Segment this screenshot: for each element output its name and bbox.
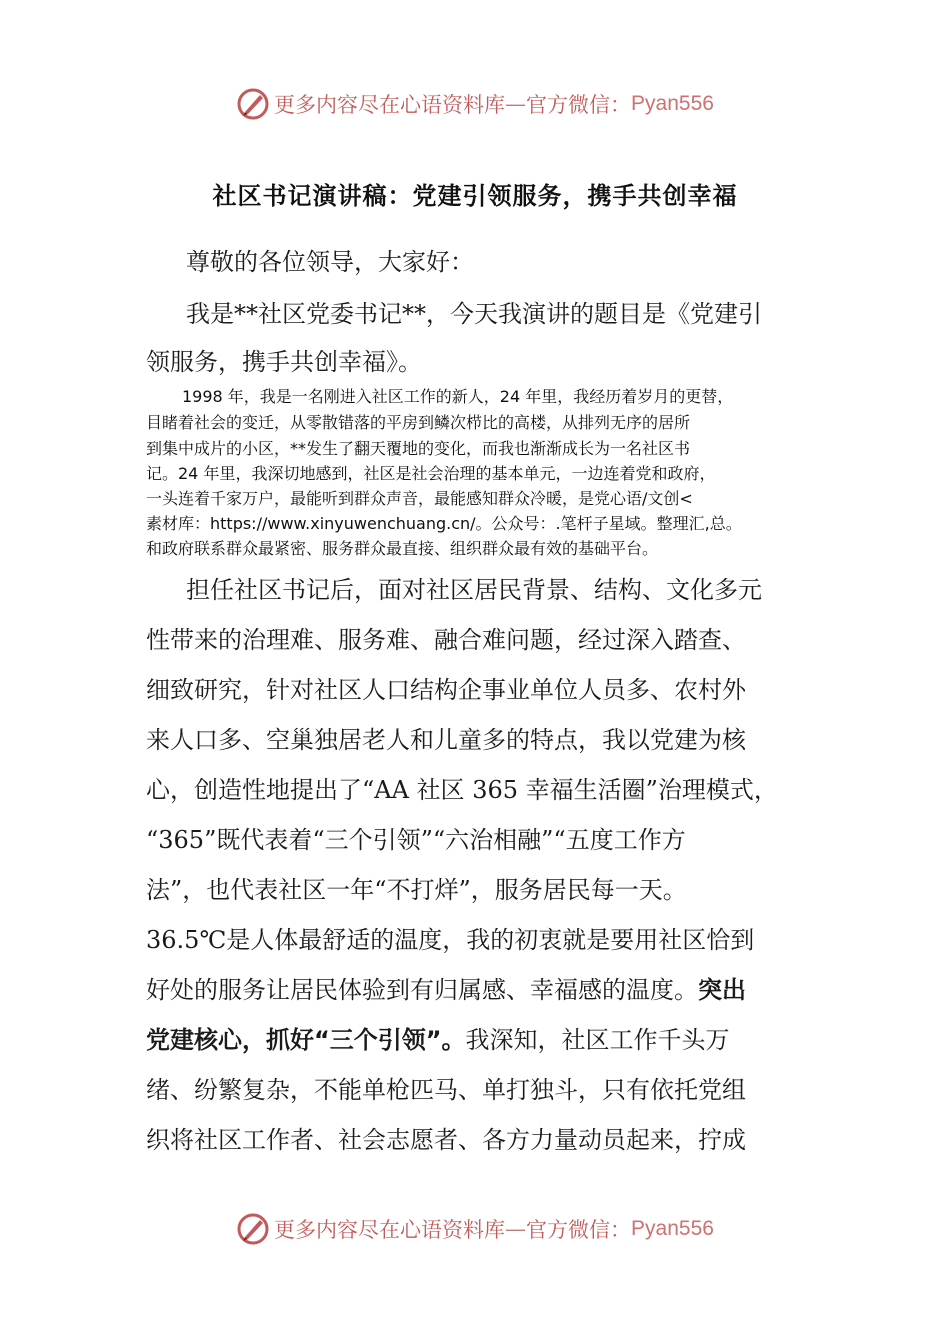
intro-line-1: 我是**社区党委书记**，今天我演讲的题目是《党建引	[186, 300, 762, 328]
body-line-8: 36.5℃是人体最舒适的温度，我的初衷就是要用社区恰到	[146, 926, 755, 954]
banner-main-text: 更多内容尽在心语资料库	[274, 1218, 506, 1242]
small-para-line-7: 和政府联系群众最紧密、服务群众最直接、组织群众最有效的基础平台。	[146, 539, 659, 558]
small-para-line-6: 素材库：https://www.xinyuwenchuang.cn/。公众号：.笔杆子星域。整理汇,总。	[146, 514, 742, 533]
body-line-7: 法”，也代表社区一年“不打烊”，服务居民每一天。	[146, 876, 687, 904]
small-para-line-2: 目睹着社会的变迁，从零散错落的平房到鳞次栉比的高楼，从排列无序的居所	[146, 413, 691, 432]
body-line-10-bold: 党建核心，抓好“三个引领”。	[146, 1026, 466, 1054]
banner-official-text: 官方微信：	[526, 1218, 632, 1242]
pen-circle-logo-icon	[236, 87, 270, 121]
body-line-10	[146, 1020, 730, 1055]
small-para-line-1: 1998 年，我是一名刚进入社区工作的新人，24 年里，我经历着岁月的更替，	[182, 387, 734, 406]
body-line-12: 织将社区工作者、社会志愿者、各方力量动员起来，拧成	[146, 1126, 746, 1154]
banner-dash: —	[505, 92, 527, 116]
document-title: 社区书记演讲稿：党建引领服务，携手共创幸福	[212, 182, 738, 210]
small-para-line-5: 一头连着千家万户，最能听到群众声音，最能感知群众冷暖，是党心语/文创<	[146, 489, 693, 508]
header-banner	[0, 84, 950, 124]
small-para-line-3: 到集中成片的小区，**发生了翻天覆地的变化，而我也渐渐成长为一名社区书	[146, 439, 691, 458]
body-line-2: 性带来的治理难、服务难、融合难问题，经过深入踏查、	[146, 626, 746, 654]
body-line-11: 绪、纷繁复杂，不能单枪匹马、单打独斗，只有依托党组	[146, 1076, 746, 1104]
body-line-4: 来人口多、空巢独居老人和儿童多的特点，我以党建为核	[146, 726, 746, 754]
body-line-6: “365”既代表着“三个引领”“六治相融”“五度工作方	[146, 826, 686, 854]
small-para-line-4: 记。24 年里，我深切地感到，社区是社会治理的基本单元，一边连着党和政府，	[146, 464, 716, 483]
body-line-1: 担任社区书记后，面对社区居民背景、结构、文化多元	[186, 576, 762, 604]
banner-wechat-id: Pyan556	[631, 92, 714, 115]
banner-dash: —	[505, 1217, 527, 1241]
body-line-9	[146, 970, 746, 1005]
banner-official-text: 官方微信：	[526, 93, 632, 117]
body-line-9-bold: 突出	[698, 976, 746, 1004]
banner-wechat-id: Pyan556	[631, 1217, 714, 1240]
body-line-5: 心，创造性地提出了“AA 社区 365 幸福生活圈”治理模式，	[146, 776, 778, 804]
intro-line-2: 领服务，携手共创幸福》。	[146, 348, 422, 376]
footer-banner	[0, 1209, 950, 1249]
body-line-9-regular: 好处的服务让居民体验到有归属感、幸福感的温度。	[146, 976, 698, 1004]
greeting: 尊敬的各位领导，大家好：	[186, 248, 474, 276]
body-line-10-regular: 我深知，社区工作千头万	[465, 1026, 730, 1054]
pen-circle-logo-icon	[236, 1212, 270, 1246]
body-line-3: 细致研究，针对社区人口结构企事业单位人员多、农村外	[146, 676, 746, 704]
banner-main-text: 更多内容尽在心语资料库	[274, 93, 506, 117]
